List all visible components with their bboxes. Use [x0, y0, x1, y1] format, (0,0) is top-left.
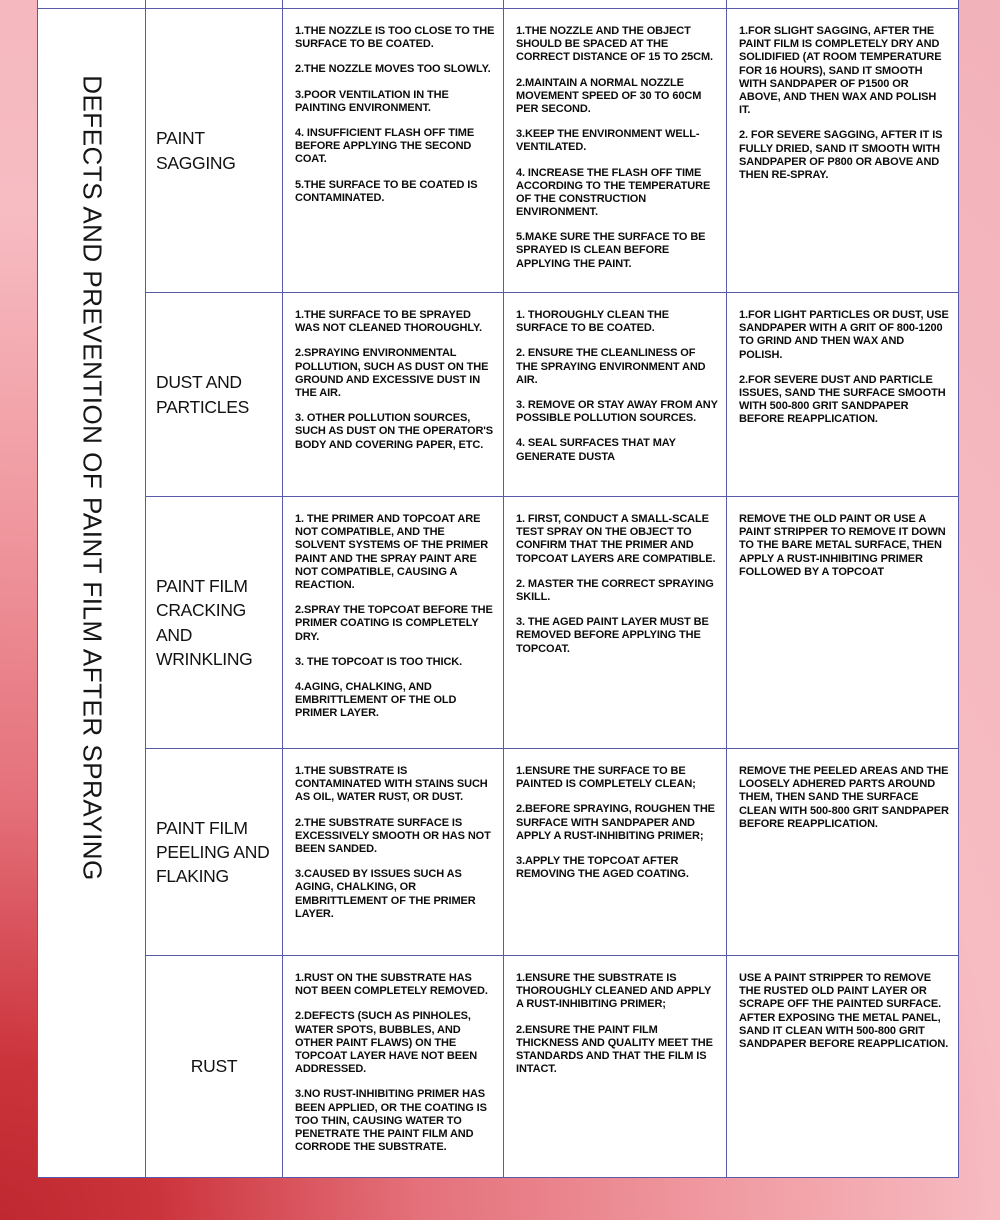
cell-paragraph: 1. THOROUGHLY CLEAN THE SURFACE TO BE COATED.	[516, 309, 669, 335]
cell-paragraph: 3.CAUSED BY ISSUES SUCH AS AGING, CHALKING, OR EMBRITTLEMENT OF THE PRIMER LAYER.	[295, 868, 476, 920]
solution-cell	[727, 293, 959, 497]
cell-paragraph: 4. INCREASE THE FLASH OFF TIME ACCORDING TO THE TEMPERATURE OF THE CONSTRUCTION ENVIRONMENT.	[516, 166, 711, 219]
solution-cell	[727, 956, 959, 1178]
cell-paragraph: 4.AGING, CHALKING, AND EMBRITTLEMENT OF THE OLD PRIMER LAYER.	[295, 680, 457, 720]
cell-paragraph: 1. FIRST, CONDUCT A SMALL-SCALE TEST SPRAY ON THE OBJECT TO CONFIRM THAT THE PRIMER AND TOPCOAT LAYERS ARE COMPATIBLE.	[516, 513, 716, 565]
cell-paragraph: 2.THE SUBSTRATE SURFACE IS EXCESSIVELY SMOOTH OR HAS NOT BEEN SANDED.	[295, 816, 491, 855]
cell-paragraph: REMOVE THE OLD PAINT OR USE A PAINT STRIPPER TO REMOVE IT DOWN TO THE BARE METAL SURFACE, THEN APPLY A RUST-INHIBITING PRIMER FOLLOWED BY A TOPCOAT	[739, 513, 946, 578]
defect-cell	[146, 293, 283, 497]
cell-paragraph: REMOVE THE PEELED AREAS AND THE LOOSELY ADHERED PARTS AROUND THEM, THEN SAND THE SURFACE CLEAN WITH 500-800 GRIT SANDPAPER BEFORE REAPPLICATION.	[739, 765, 949, 830]
cell-paragraph: 1.THE NOZZLE IS TOO CLOSE TO THE SURFACE TO BE COATED.	[295, 25, 495, 51]
defect-label: DUST AND PARTICLES	[156, 372, 249, 417]
defect-cell	[146, 497, 283, 749]
defect-label: PAINT SAGGING	[156, 128, 236, 173]
cell-paragraph: 1.ENSURE THE SURFACE TO BE PAINTED IS COMPLETELY CLEAN;	[516, 765, 696, 791]
cell-paragraph: 5.THE SURFACE TO BE COATED IS CONTAMINATED.	[295, 178, 478, 204]
vertical-title-cell	[38, 9, 146, 1178]
page-title: DEFECTS AND PREVENTION OF PAINT FILM AFTER SPRAYING	[77, 75, 107, 881]
causes-cell	[283, 749, 504, 956]
defect-cell	[146, 749, 283, 956]
cell-paragraph: 3.NO RUST-INHIBITING PRIMER HAS BEEN APPLIED, OR THE COATING IS TOO THIN, CAUSING WATER TO PENETRATE THE PAINT FILM AND CORRODE THE SUBSTRATE.	[295, 1088, 487, 1154]
cell-paragraph: 2. ENSURE THE CLEANLINESS OF THE SPRAYING ENVIRONMENT AND AIR.	[516, 347, 706, 386]
causes-cell	[283, 497, 504, 749]
cell-paragraph: 1. THE PRIMER AND TOPCOAT ARE NOT COMPATIBLE, AND THE SOLVENT SYSTEMS OF THE PRIMER PAINT AND THE SPRAY PAINT ARE NOT COMPATIBLE, CAUSING A REACTION.	[295, 513, 489, 591]
cell-paragraph: 3. THE TOPCOAT IS TOO THICK.	[295, 655, 463, 668]
cell-paragraph: 2.SPRAYING ENVIRONMENTAL POLLUTION, SUCH AS DUST ON THE GROUND AND EXCESSIVE DUST IN THE AIR.	[295, 347, 489, 399]
cell-paragraph: 3.APPLY THE TOPCOAT AFTER REMOVING THE AGED COATING.	[516, 854, 689, 881]
cell-paragraph: 3. OTHER POLLUTION SOURCES, SUCH AS DUST ON THE OPERATOR'S BODY AND COVERING PAPER, ETC.	[295, 412, 494, 451]
causes-cell	[283, 956, 504, 1178]
prevention-cell	[504, 9, 727, 293]
cell-paragraph: 3. REMOVE OR STAY AWAY FROM ANY POSSIBLE POLLUTION SOURCES.	[516, 398, 718, 425]
sliver-cell	[38, 0, 146, 9]
cell-paragraph: 1.THE NOZZLE AND THE OBJECT SHOULD BE SPACED AT THE CORRECT DISTANCE OF 15 TO 25CM.	[516, 25, 713, 64]
sliver-cell	[504, 0, 727, 9]
cell-paragraph: 2.MAINTAIN A NORMAL NOZZLE MOVEMENT SPEED OF 30 TO 60CM PER SECOND.	[516, 76, 702, 115]
sliver-cell	[146, 0, 283, 9]
prevention-cell	[504, 749, 727, 956]
cell-paragraph: 4. SEAL SURFACES THAT MAY GENERATE DUSTA	[516, 437, 676, 463]
cell-paragraph: 2.ENSURE THE PAINT FILM THICKNESS AND QUALITY MEET THE STANDARDS AND THAT THE FILM IS INTACT.	[516, 1023, 713, 1076]
cell-paragraph: 1.THE SURFACE TO BE SPRAYED WAS NOT CLEANED THOROUGHLY.	[295, 309, 482, 335]
defect-label: PAINT FILM CRACKING AND WRINKLING	[156, 576, 253, 669]
causes-cell	[283, 9, 504, 293]
sliver-cell	[283, 0, 504, 9]
cell-paragraph: 2.BEFORE SPRAYING, ROUGHEN THE SURFACE WITH SANDPAPER AND APPLY A RUST-INHIBITING PRIMER;	[516, 803, 715, 842]
defect-cell	[146, 9, 283, 293]
cell-paragraph: 1.FOR LIGHT PARTICLES OR DUST, USE SANDPAPER WITH A GRIT OF 800-1200 TO GRIND AND THEN WAX AND POLISH.	[739, 309, 949, 361]
cell-paragraph: 3.POOR VENTILATION IN THE PAINTING ENVIRONMENT.	[295, 88, 449, 114]
cell-paragraph: 5.MAKE SURE THE SURFACE TO BE SPRAYED IS CLEAN BEFORE APPLYING THE PAINT.	[516, 231, 706, 270]
prevention-cell	[504, 293, 727, 497]
defect-label: PAINT FILM PEELING AND FLAKING	[156, 817, 270, 887]
defects-table	[37, 0, 958, 1178]
cell-paragraph: 2.FOR SEVERE DUST AND PARTICLE ISSUES, SAND THE SURFACE SMOOTH WITH 500-800 GRIT SANDPAPER BEFORE REAPPLICATION.	[739, 373, 946, 426]
cell-paragraph: 1.ENSURE THE SUBSTRATE IS THOROUGHLY CLEANED AND APPLY A RUST-INHIBITING PRIMER;	[516, 972, 712, 1011]
cell-paragraph: 2.DEFECTS (SUCH AS PINHOLES, WATER SPOTS, BUBBLES, AND OTHER PAINT FLAWS) ON THE TOPCOAT LAYER HAVE NOT BEEN ADDRESSED.	[295, 1010, 478, 1076]
solution-cell	[727, 749, 959, 956]
defect-cell	[146, 956, 283, 1178]
solution-cell	[727, 497, 959, 749]
cell-paragraph: 1.THE SUBSTRATE IS CONTAMINATED WITH STAINS SUCH AS OIL, WATER RUST, OR DUST.	[295, 765, 488, 804]
solution-cell	[727, 9, 959, 293]
defect-label: RUST	[190, 1056, 238, 1077]
prevention-cell	[504, 956, 727, 1178]
cell-paragraph: 1.FOR SLIGHT SAGGING, AFTER THE PAINT FILM IS COMPLETELY DRY AND SOLIDIFIED (AT ROOM TEMPERATURE FOR 16 HOURS), SAND IT SMOOTH WITH SANDPAPER OF P1500 OR ABOVE, AND THEN WAX AND POLISH IT.	[739, 25, 942, 117]
cell-paragraph: 2.THE NOZZLE MOVES TOO SLOWLY.	[295, 63, 491, 76]
cell-paragraph: 3. THE AGED PAINT LAYER MUST BE REMOVED BEFORE APPLYING THE TOPCOAT.	[516, 616, 709, 655]
cell-paragraph: 1.RUST ON THE SUBSTRATE HAS NOT BEEN COMPLETELY REMOVED.	[295, 972, 488, 998]
cell-paragraph: 2. MASTER THE CORRECT SPRAYING SKILL.	[516, 577, 714, 603]
cell-paragraph: 2.SPRAY THE TOPCOAT BEFORE THE PRIMER COATING IS COMPLETELY DRY.	[295, 604, 493, 643]
cell-paragraph: USE A PAINT STRIPPER TO REMOVE THE RUSTED OLD PAINT LAYER OR SCRAPE OFF THE PAINTED SURFACE. AFTER EXPOSING THE METAL PANEL, SAND IT CLEAN WITH 500-800 GRIT SANDPAPER BEFORE REAPPLICATION.	[739, 972, 949, 1050]
sliver-cell	[727, 0, 959, 9]
prevention-cell	[504, 497, 727, 749]
cell-paragraph: 4. INSUFFICIENT FLASH OFF TIME BEFORE APPLYING THE SECOND COAT.	[295, 126, 475, 166]
cell-paragraph: 3.KEEP THE ENVIRONMENT WELL-VENTILATED.	[516, 128, 700, 154]
cell-paragraph: 2. FOR SEVERE SAGGING, AFTER IT IS FULLY DRIED, SAND IT SMOOTH WITH SANDPAPER OF P800 OR ABOVE AND THEN RE-SPRAY.	[739, 129, 943, 181]
causes-cell	[283, 293, 504, 497]
